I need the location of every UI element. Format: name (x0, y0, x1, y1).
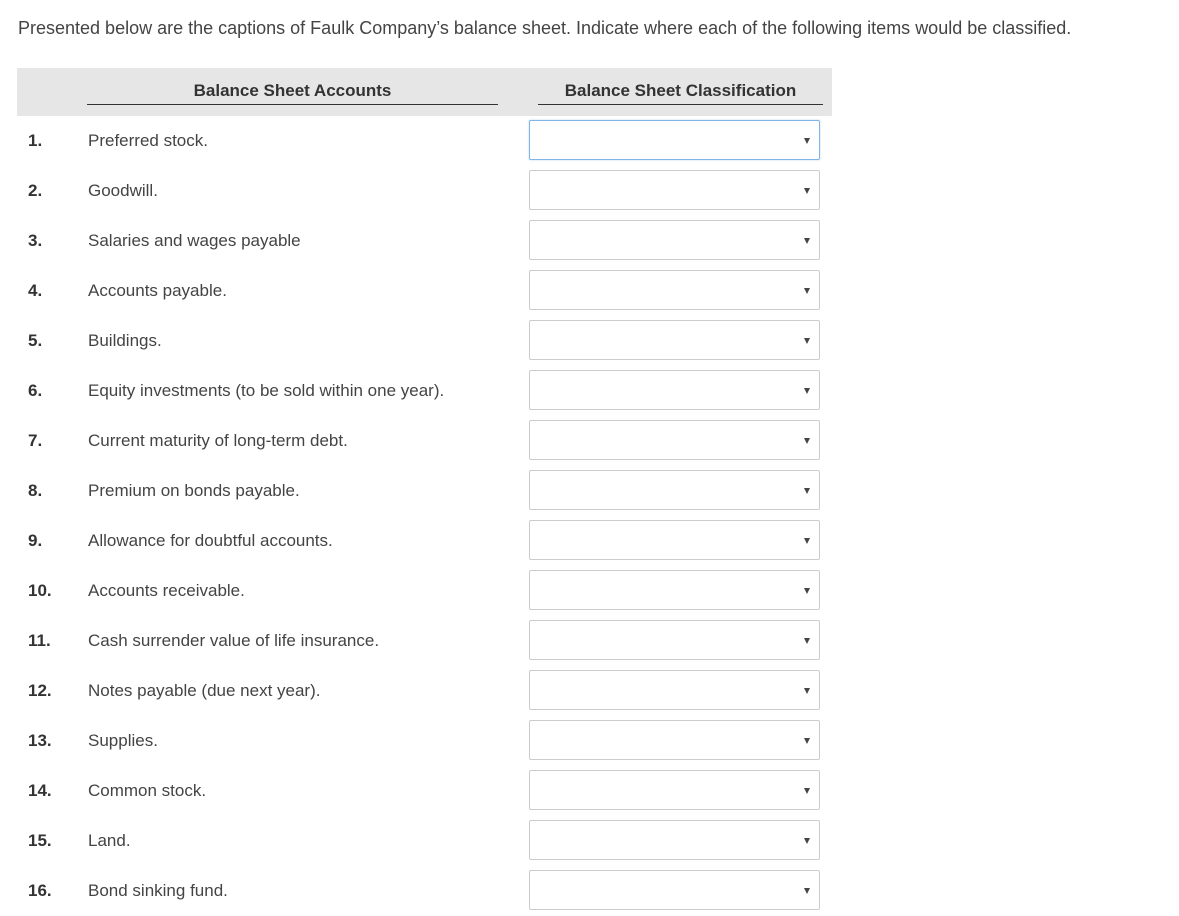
row-number: 13. (28, 731, 52, 750)
row-number: 2. (28, 181, 43, 200)
table-row (17, 366, 832, 416)
table-row (17, 866, 832, 916)
classification-select[interactable] (529, 820, 820, 860)
table-row (17, 166, 832, 216)
classification-select[interactable] (529, 470, 820, 510)
table-row (17, 666, 832, 716)
classification-select[interactable] (529, 520, 820, 560)
table-row (17, 216, 832, 266)
row-number: 1. (28, 131, 43, 150)
instructions-text: Presented below are the captions of Faulk Company’s balance sheet. Indicate where each of the following items would be classified. (18, 18, 1072, 38)
caret-down-icon (804, 688, 810, 694)
caret-down-icon (804, 338, 810, 344)
row-number: 14. (28, 781, 52, 800)
account-label: Goodwill. (88, 181, 158, 200)
table-header (17, 68, 832, 116)
classification-select[interactable] (529, 120, 820, 160)
classification-select[interactable] (529, 570, 820, 610)
classification-select[interactable] (529, 770, 820, 810)
account-label: Common stock. (88, 781, 207, 800)
table-row (17, 716, 832, 766)
account-label: Accounts payable. (88, 281, 227, 300)
table-row (17, 616, 832, 666)
classification-select[interactable] (529, 720, 820, 760)
caret-down-icon (804, 838, 810, 844)
row-number: 6. (28, 381, 43, 400)
account-label: Cash surrender value of life insurance. (88, 631, 380, 650)
table-row (17, 316, 832, 366)
caret-down-icon (804, 788, 810, 794)
account-label: Notes payable (due next year). (88, 681, 321, 700)
table-row (17, 116, 832, 166)
row-number: 5. (28, 331, 43, 350)
table-row (17, 266, 832, 316)
row-number: 16. (28, 881, 52, 900)
row-number: 7. (28, 431, 43, 450)
caret-down-icon (804, 588, 810, 594)
account-label: Allowance for doubtful accounts. (88, 531, 333, 550)
account-label: Bond sinking fund. (88, 881, 228, 900)
caret-down-icon (804, 288, 810, 294)
header-balance-sheet-classification: Balance Sheet Classification (538, 80, 823, 105)
table-body (17, 116, 832, 916)
caret-down-icon (804, 488, 810, 494)
caret-down-icon (804, 138, 810, 144)
classification-select[interactable] (529, 320, 820, 360)
table-row (17, 766, 832, 816)
row-number: 11. (28, 631, 51, 650)
table-row (17, 566, 832, 616)
account-label: Buildings. (88, 331, 162, 350)
table-row (17, 466, 832, 516)
table-row (17, 816, 832, 866)
classification-table (17, 68, 832, 916)
classification-select[interactable] (529, 870, 820, 910)
account-label: Preferred stock. (88, 131, 208, 150)
classification-select[interactable] (529, 270, 820, 310)
caret-down-icon (804, 738, 810, 744)
row-number: 3. (28, 231, 43, 250)
account-label: Current maturity of long-term debt. (88, 431, 348, 450)
caret-down-icon (804, 388, 810, 394)
account-label: Salaries and wages payable (88, 231, 301, 250)
classification-select[interactable] (529, 420, 820, 460)
row-number: 9. (28, 531, 43, 550)
row-number: 10. (28, 581, 52, 600)
classification-select[interactable] (529, 620, 820, 660)
caret-down-icon (804, 438, 810, 444)
caret-down-icon (804, 538, 810, 544)
row-number: 8. (28, 481, 43, 500)
classification-select[interactable] (529, 220, 820, 260)
header-balance-sheet-accounts: Balance Sheet Accounts (87, 80, 498, 105)
account-label: Land. (88, 831, 131, 850)
account-label: Supplies. (88, 731, 158, 750)
classification-select[interactable] (529, 670, 820, 710)
classification-select[interactable] (529, 370, 820, 410)
caret-down-icon (804, 188, 810, 194)
table-row (17, 416, 832, 466)
row-number: 4. (28, 281, 43, 300)
classification-select[interactable] (529, 170, 820, 210)
caret-down-icon (804, 638, 810, 644)
caret-down-icon (804, 238, 810, 244)
caret-down-icon (804, 888, 810, 894)
account-label: Accounts receivable. (88, 581, 245, 600)
account-label: Premium on bonds payable. (88, 481, 300, 500)
row-number: 12. (28, 681, 52, 700)
table-row (17, 516, 832, 566)
row-number: 15. (28, 831, 52, 850)
account-label: Equity investments (to be sold within one year). (88, 381, 445, 400)
